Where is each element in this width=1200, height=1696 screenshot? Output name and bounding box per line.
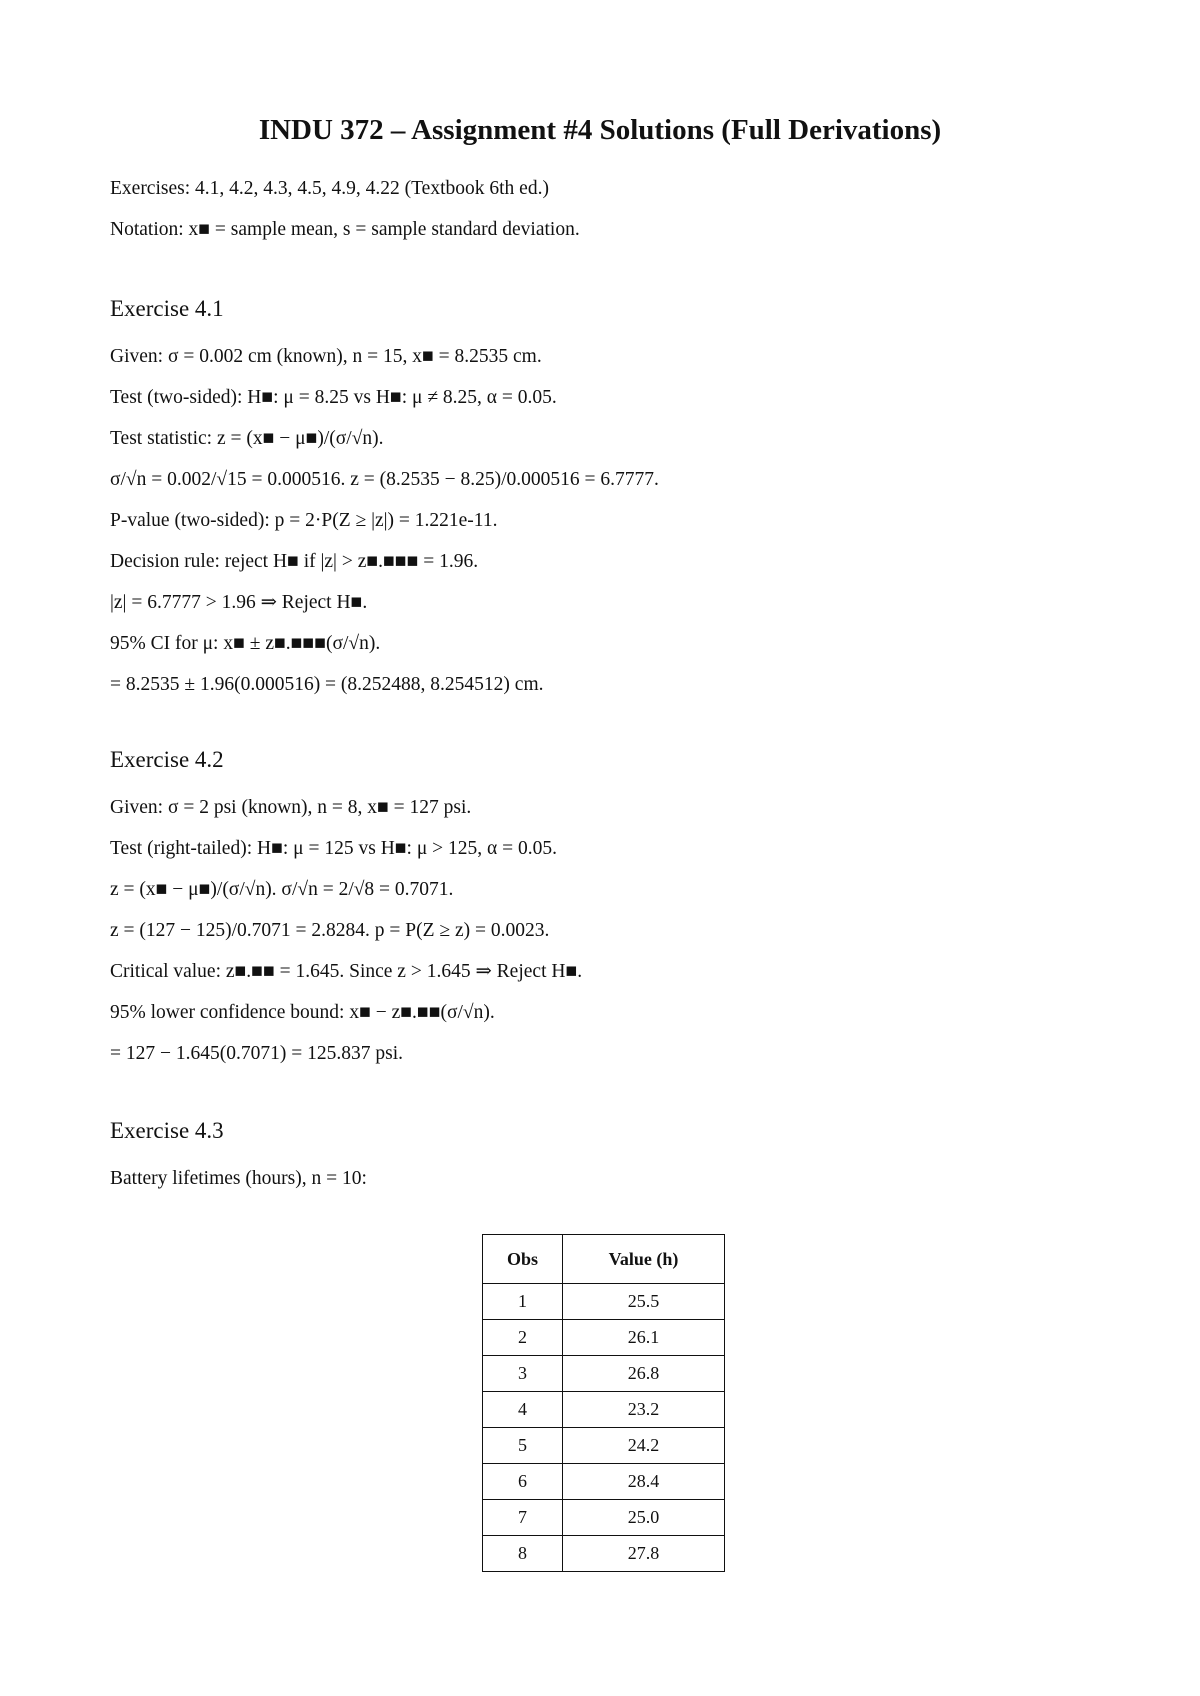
table-cell-obs: 4	[483, 1392, 563, 1428]
table-header-obs: Obs	[483, 1235, 563, 1284]
table-cell-value: 25.5	[563, 1284, 725, 1320]
exercises-list: Exercises: 4.1, 4.2, 4.3, 4.5, 4.9, 4.22 (Textbook 6th ed.)	[110, 178, 549, 199]
ex41-line-1: Given: σ = 0.002 cm (known), n = 15, x■ = 8.2535 cm.	[110, 346, 542, 367]
table-cell-obs: 3	[483, 1356, 563, 1392]
ex42-line-7: = 127 − 1.645(0.7071) = 125.837 psi.	[110, 1043, 403, 1064]
table-cell-obs: 8	[483, 1536, 563, 1572]
table-row	[483, 1356, 725, 1392]
ex41-line-8: 95% CI for μ: x■ ± z■.■■■(σ/√n).	[110, 633, 381, 654]
ex43-intro: Battery lifetimes (hours), n = 10:	[110, 1168, 367, 1189]
ex42-line-4: z = (127 − 125)/0.7071 = 2.8284. p = P(Z ≥ z) = 0.0023.	[110, 920, 550, 941]
exercise-4-3-heading: Exercise 4.3	[110, 1118, 224, 1143]
table-row	[483, 1320, 725, 1356]
table-row	[483, 1284, 725, 1320]
document-title: INDU 372 – Assignment #4 Solutions (Full Derivations)	[258, 114, 942, 146]
table-row	[483, 1464, 725, 1500]
ex42-line-1: Given: σ = 2 psi (known), n = 8, x■ = 127 psi.	[110, 797, 472, 818]
ex41-line-7: |z| = 6.7777 > 1.96 ⇒ Reject H■.	[110, 592, 368, 613]
table-cell-obs: 1	[483, 1284, 563, 1320]
table-cell-obs: 7	[483, 1500, 563, 1536]
table-header-value: Value (h)	[563, 1235, 725, 1284]
battery-lifetimes-table	[482, 1234, 725, 1572]
document-body	[110, 176, 1110, 1207]
exercise-4-1-heading: Exercise 4.1	[110, 296, 224, 321]
ex41-line-5: P-value (two-sided): p = 2·P(Z ≥ |z|) = 1.221e-11.	[110, 510, 498, 531]
table-cell-value: 27.8	[563, 1536, 725, 1572]
table-cell-value: 25.0	[563, 1500, 725, 1536]
table-row	[483, 1500, 725, 1536]
table-cell-value: 26.8	[563, 1356, 725, 1392]
table-row	[483, 1428, 725, 1464]
ex42-line-6: 95% lower confidence bound: x■ − z■.■■(σ/√n).	[110, 1002, 495, 1023]
exercise-4-2-heading: Exercise 4.2	[110, 747, 224, 772]
battery-lifetimes-table-wrap	[482, 1234, 725, 1572]
table-cell-value: 24.2	[563, 1428, 725, 1464]
table-cell-value: 28.4	[563, 1464, 725, 1500]
ex41-line-3: Test statistic: z = (x■ − μ■)/(σ/√n).	[110, 428, 384, 449]
table-cell-value: 26.1	[563, 1320, 725, 1356]
ex41-line-6: Decision rule: reject H■ if |z| > z■.■■■ = 1.96.	[110, 551, 479, 572]
table-header-row	[483, 1235, 725, 1284]
notation-line: Notation: x■ = sample mean, s = sample standard deviation.	[110, 219, 580, 240]
table-cell-obs: 5	[483, 1428, 563, 1464]
table-row	[483, 1392, 725, 1428]
ex42-line-5: Critical value: z■.■■ = 1.645. Since z > 1.645 ⇒ Reject H■.	[110, 961, 583, 982]
ex42-line-3: z = (x■ − μ■)/(σ/√n). σ/√n = 2/√8 = 0.7071.	[110, 879, 454, 900]
ex41-line-4: σ/√n = 0.002/√15 = 0.000516. z = (8.2535 − 8.25)/0.000516 = 6.7777.	[110, 469, 659, 490]
table-cell-obs: 6	[483, 1464, 563, 1500]
ex42-line-2: Test (right-tailed): H■: μ = 125 vs H■: μ > 125, α = 0.05.	[110, 838, 558, 859]
table-cell-obs: 2	[483, 1320, 563, 1356]
table-cell-value: 23.2	[563, 1392, 725, 1428]
table-row	[483, 1536, 725, 1572]
ex41-line-2: Test (two-sided): H■: μ = 8.25 vs H■: μ ≠ 8.25, α = 0.05.	[110, 387, 557, 408]
ex41-line-9: = 8.2535 ± 1.96(0.000516) = (8.252488, 8.254512) cm.	[110, 674, 544, 695]
